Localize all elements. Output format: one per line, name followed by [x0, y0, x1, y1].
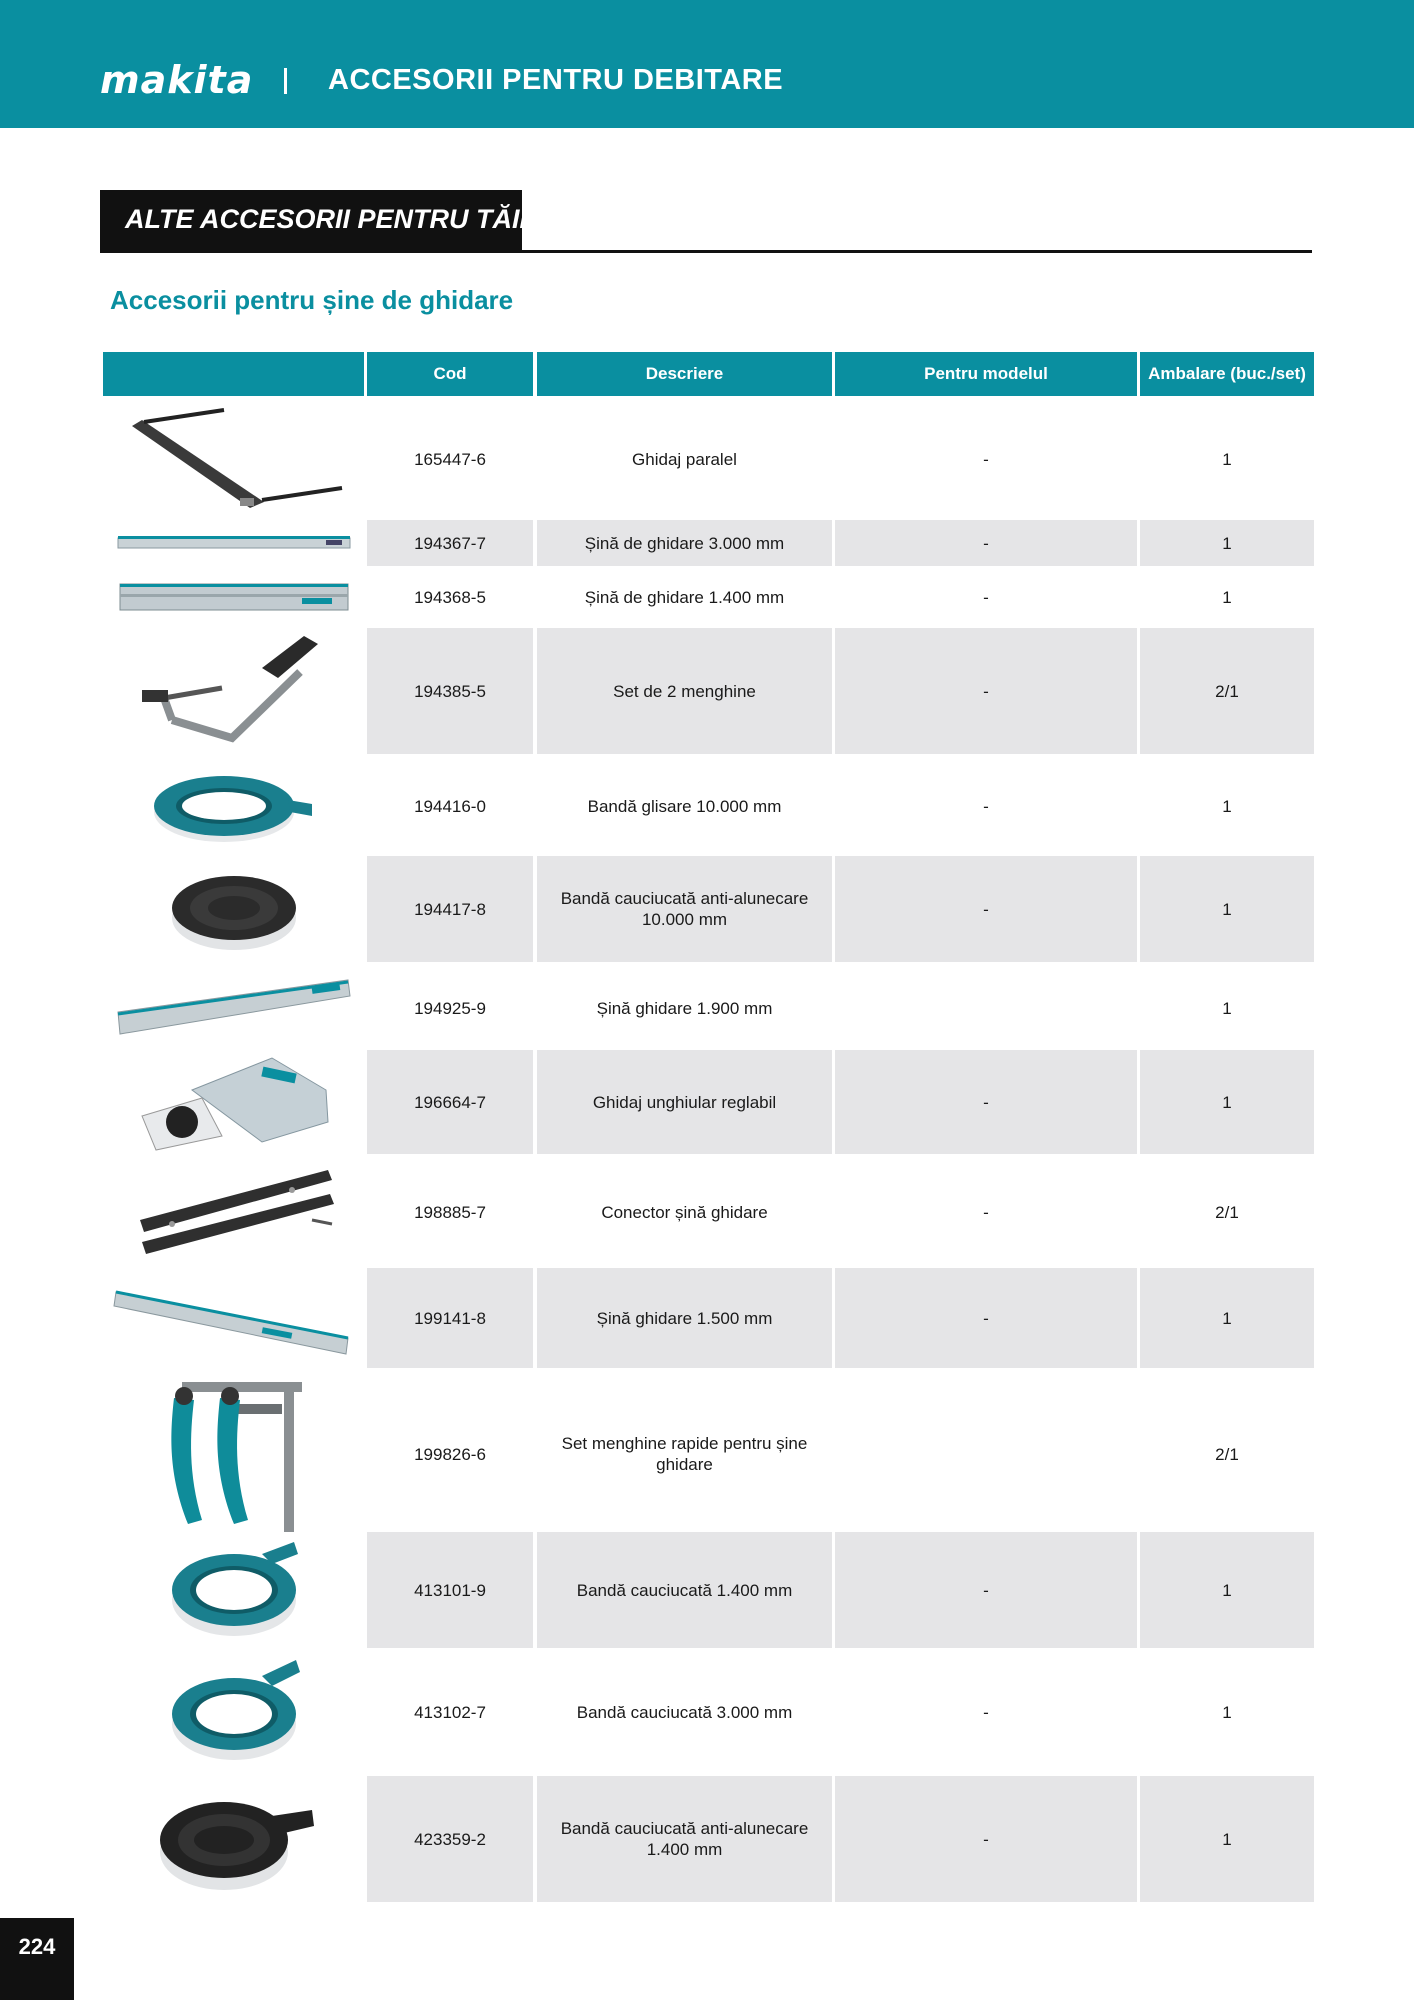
- section-divider: [100, 250, 1312, 253]
- row-413102-7-description: Bandă cauciucată 3.000 mm: [576, 1702, 793, 1722]
- row-194367-7-description: Șină de ghidare 3.000 mm: [537, 520, 832, 566]
- row-413101-9-pack: 1: [1140, 1532, 1314, 1648]
- row-413101-9-code: 413101-9: [367, 1532, 533, 1648]
- row-194925-9-model: [835, 968, 1137, 1048]
- row-423359-2-model: -: [835, 1776, 1137, 1902]
- row-198885-7-description: Conector șină ghidare: [601, 1202, 768, 1222]
- row-165447-6-model: -: [983, 449, 989, 469]
- row-423359-2-pack: 1: [1140, 1776, 1314, 1902]
- row-165447-6-description: Ghidaj paralel: [632, 449, 737, 469]
- row-194385-5-model: -: [835, 628, 1137, 754]
- row-199141-8-model: -: [835, 1268, 1137, 1368]
- parallel-guide-icon: [112, 404, 356, 514]
- row-199826-6-model: [835, 1374, 1137, 1534]
- row-413102-7-model: -: [983, 1702, 989, 1722]
- clamp-icon: [112, 628, 356, 754]
- row-194385-5-code: 194385-5: [367, 628, 533, 754]
- row-194925-9-description: Șină ghidare 1.900 mm: [596, 998, 773, 1018]
- makita-logo: makita: [100, 58, 254, 102]
- tape-roll-icon: [112, 1654, 356, 1770]
- row-194385-5-description: Set de 2 menghine: [537, 628, 832, 754]
- row-194416-0-description: Bandă glisare 10.000 mm: [587, 796, 782, 816]
- row-198885-7-pack: 2/1: [1215, 1202, 1239, 1222]
- guide-rail-icon: [112, 572, 356, 622]
- row-413102-7-pack: 1: [1222, 1702, 1232, 1722]
- row-196664-7-pack: 1: [1140, 1050, 1314, 1154]
- header-title: ACCESORII PENTRU DEBITARE: [328, 64, 784, 96]
- rubber-roll-icon: [112, 1776, 356, 1902]
- guide-rail-icon: [112, 520, 356, 566]
- quick-clamp-icon: [112, 1374, 356, 1534]
- row-194925-9-code: 194925-9: [414, 998, 486, 1018]
- angle-guide-icon: [112, 1050, 356, 1154]
- row-199141-8-description: Șină ghidare 1.500 mm: [537, 1268, 832, 1368]
- row-194385-5-pack: 2/1: [1140, 628, 1314, 754]
- row-194368-5-model: -: [983, 587, 989, 607]
- row-194367-7-model: -: [835, 520, 1137, 566]
- row-413102-7-code: 413102-7: [414, 1702, 486, 1722]
- row-194367-7-pack: 1: [1140, 520, 1314, 566]
- row-194368-5-code: 194368-5: [414, 587, 486, 607]
- row-194417-8-code: 194417-8: [367, 856, 533, 962]
- row-196664-7-description: Ghidaj unghiular reglabil: [537, 1050, 832, 1154]
- row-423359-2-description: Bandă cauciucată anti-alunecare 1.400 mm: [537, 1776, 832, 1902]
- row-194416-0-pack: 1: [1222, 796, 1232, 816]
- rail-connector-icon: [112, 1160, 356, 1264]
- row-194417-8-description: Bandă cauciucată anti-alunecare 10.000 mm: [537, 856, 832, 962]
- row-194416-0-model: -: [983, 796, 989, 816]
- row-198885-7-model: -: [983, 1202, 989, 1222]
- row-196664-7-model: -: [835, 1050, 1137, 1154]
- row-199826-6-pack: 2/1: [1215, 1444, 1239, 1464]
- row-194925-9-pack: 1: [1222, 998, 1232, 1018]
- section-title: ALTE ACCESORII PENTRU TĂIERE: [125, 204, 576, 234]
- row-199141-8-code: 199141-8: [367, 1268, 533, 1368]
- header-model: Pentru modelul: [835, 352, 1137, 396]
- row-194368-5-pack: 1: [1222, 587, 1232, 607]
- tape-roll-icon: [112, 1532, 356, 1648]
- row-199141-8-pack: 1: [1140, 1268, 1314, 1368]
- guide-rail-icon: [112, 968, 356, 1048]
- row-165447-6-pack: 1: [1222, 449, 1232, 469]
- section-subtitle: Accesorii pentru șine de ghidare: [110, 285, 514, 315]
- header-code: Cod: [367, 352, 533, 396]
- row-413101-9-description: Bandă cauciucată 1.400 mm: [537, 1532, 832, 1648]
- guide-rail-icon: [112, 1268, 356, 1368]
- row-194417-8-pack: 1: [1140, 856, 1314, 962]
- row-194417-8-model: -: [835, 856, 1137, 962]
- row-413101-9-model: -: [835, 1532, 1137, 1648]
- row-196664-7-code: 196664-7: [367, 1050, 533, 1154]
- row-194367-7-code: 194367-7: [367, 520, 533, 566]
- header-image-column: [103, 352, 364, 396]
- row-199826-6-description: Set menghine rapide pentru șine ghidare: [561, 1434, 808, 1474]
- row-194368-5-description: Șină de ghidare 1.400 mm: [584, 587, 785, 607]
- row-194416-0-code: 194416-0: [414, 796, 486, 816]
- row-423359-2-code: 423359-2: [367, 1776, 533, 1902]
- tape-roll-icon: [112, 760, 356, 852]
- rubber-roll-icon: [112, 856, 356, 962]
- page-number: 224: [18, 1934, 56, 1959]
- header-description: Descriere: [537, 352, 832, 396]
- row-165447-6-code: 165447-6: [414, 449, 486, 469]
- row-199826-6-code: 199826-6: [414, 1444, 486, 1464]
- header-packaging: Ambalare (buc./set): [1140, 352, 1314, 396]
- row-198885-7-code: 198885-7: [414, 1202, 486, 1222]
- header-separator: [284, 68, 287, 94]
